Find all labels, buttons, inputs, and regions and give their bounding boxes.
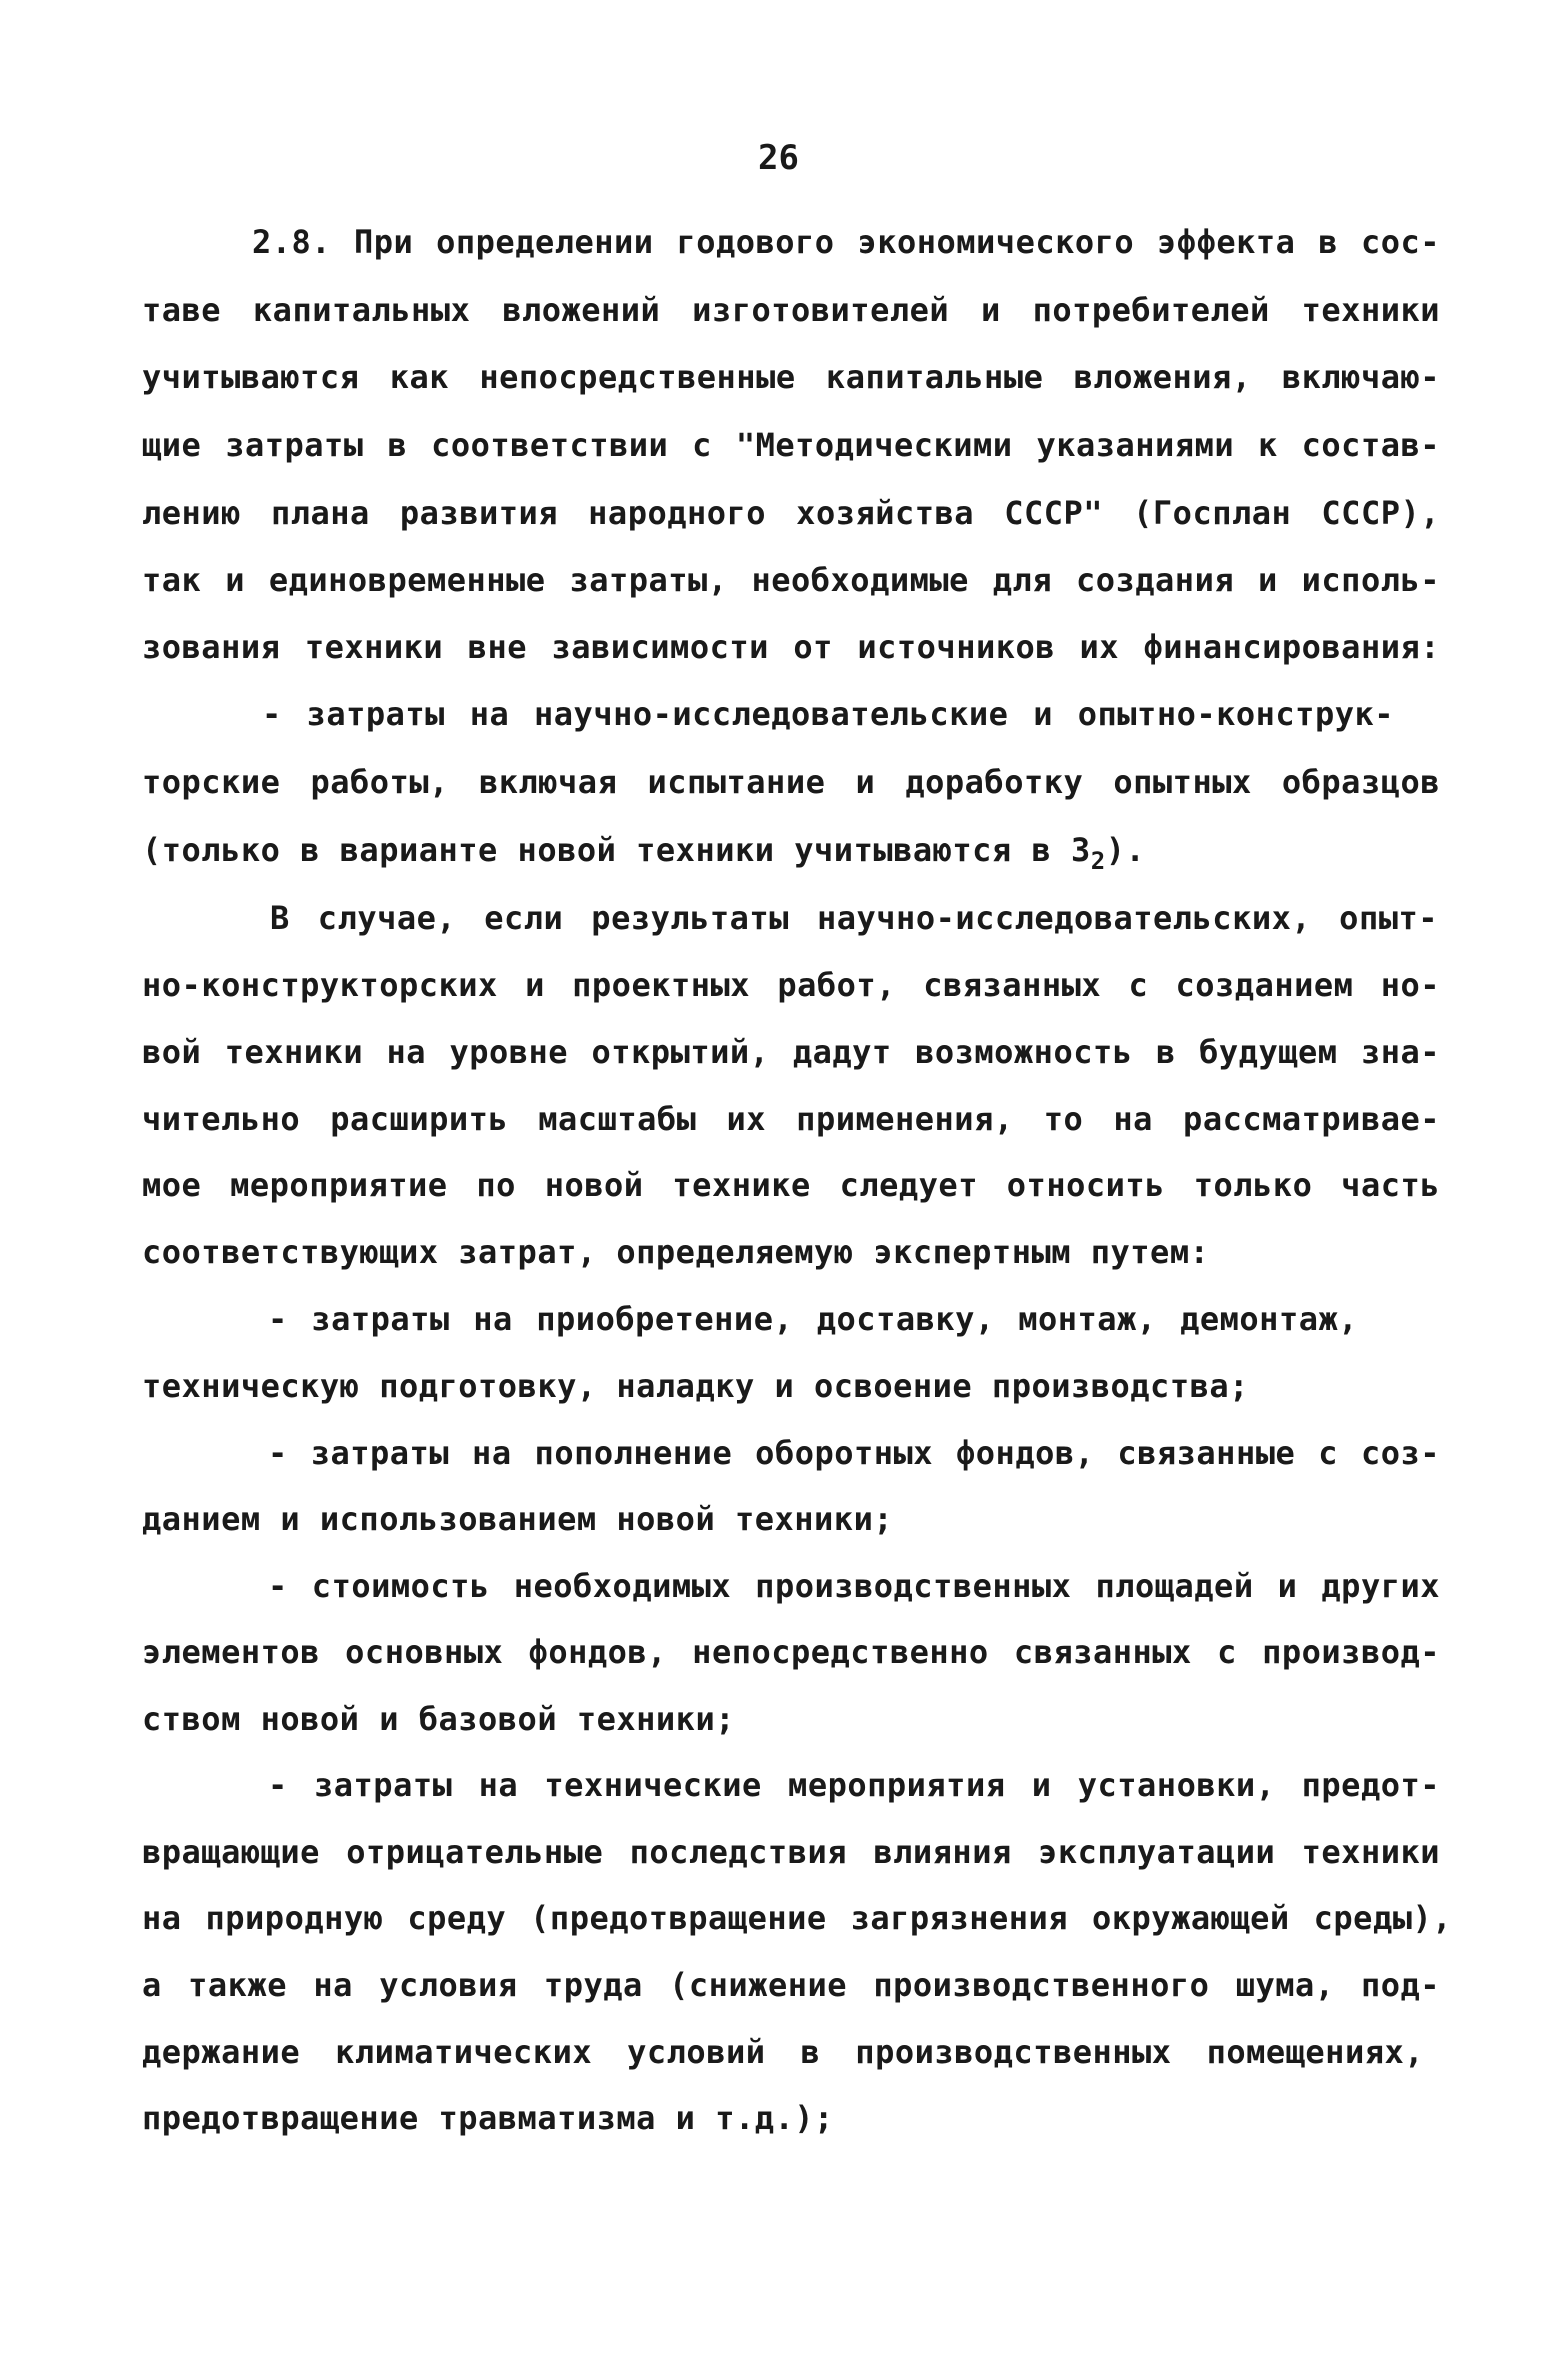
paragraph-line: держание климатических условий в производственных помещениях, — [142, 2033, 1424, 2071]
subscript: 2 — [1090, 847, 1106, 875]
paragraph-line: на природную среду (предотвращение загрязнения окружающей среды), — [142, 1899, 1452, 1937]
paragraph-line: техническую подготовку, наладку и освоение производства; — [142, 1367, 1249, 1405]
paragraph-line: элементов основных фондов, непосредственно связанных с производ- — [142, 1633, 1440, 1671]
list-item-line: - стоимость необходимых производственных площадей и других — [268, 1567, 1440, 1605]
paragraph-line: таве капитальных вложений изготовителей и потребителей техники — [142, 291, 1440, 329]
paragraph-line: мое мероприятие по новой технике следует относить только часть — [142, 1166, 1440, 1204]
line-end: ). — [1105, 831, 1146, 869]
list-item-line: - затраты на научно-исследовательские и опытно-конструк- — [262, 695, 1394, 733]
paragraph-line: так и единовременные затраты, необходимые для создания и исполь- — [142, 561, 1440, 599]
paragraph-line: предотвращение травматизма и т.д.); — [142, 2099, 834, 2137]
list-item-line: - затраты на технические мероприятия и установки, предот- — [268, 1766, 1440, 1804]
paragraph-line — [142, 830, 1145, 881]
paragraph-line: данием и использованием новой техники; — [142, 1500, 894, 1538]
paragraph-line: вой техники на уровне открытий, дадут возможность в будущем зна- — [142, 1033, 1440, 1071]
paragraph-line: торские работы, включая испытание и доработку опытных образцов — [142, 763, 1440, 801]
paragraph-line: В случае, если результаты научно-исследовательских, опыт- — [270, 899, 1438, 937]
paragraph-line: ством новой и базовой техники; — [142, 1700, 735, 1738]
paragraph-line: чительно расширить масштабы их применения, то на рассматривае- — [142, 1100, 1440, 1138]
paragraph-line: учитываются как непосредственные капитальные вложения, включаю- — [142, 358, 1440, 396]
list-item-line: - затраты на пополнение оборотных фондов, связанные с соз- — [268, 1434, 1440, 1472]
paragraph-line: соответствующих затрат, определяемую экспертным путем: — [142, 1233, 1210, 1271]
page-number: 26 — [758, 138, 799, 178]
list-item-line: - затраты на приобретение, доставку, монтаж, демонтаж, — [268, 1300, 1358, 1338]
paragraph-line: вращающие отрицательные последствия влияния эксплуатации техники — [142, 1833, 1440, 1871]
paragraph-line: а также на условия труда (снижение производственного шума, под- — [142, 1966, 1440, 2004]
paragraph-line: лению плана развития народного хозяйства СССР" (Госплан СССР), — [142, 494, 1440, 532]
paragraph-line: зования техники вне зависимости от источников их финансирования: — [142, 628, 1440, 666]
paragraph-line: 2.8. При определении годового экономического эффекта в сос- — [252, 223, 1440, 261]
line-text: (только в варианте новой техники учитываются в З — [142, 831, 1091, 869]
paragraph-line: но-конструкторских и проектных работ, связанных с созданием но- — [142, 966, 1440, 1004]
paragraph-line: щие затраты в соответствии с "Методическими указаниями к состав- — [142, 426, 1440, 464]
